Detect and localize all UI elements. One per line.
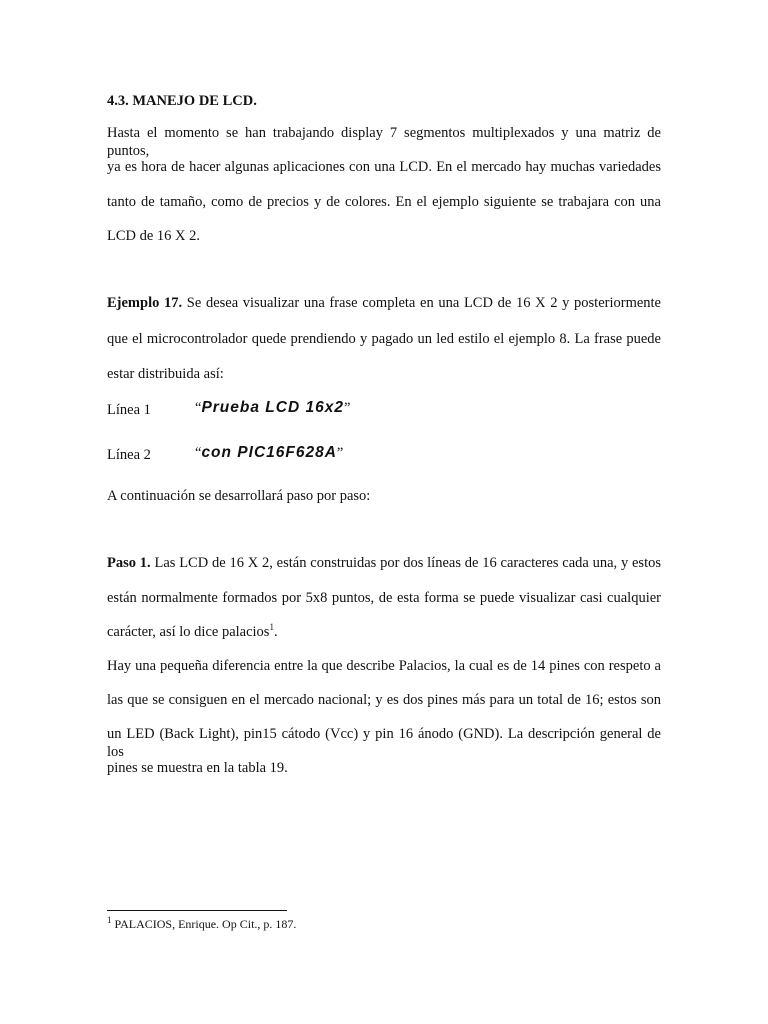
lcd-line-1-label: Línea 1 — [107, 402, 151, 418]
lcd-line-2-content — [195, 444, 343, 462]
footnote — [107, 917, 296, 932]
step1-line-3-end: . — [273, 624, 278, 640]
step1-line-1 — [107, 554, 661, 572]
section-heading: 4.3. MANEJO DE LCD. — [107, 93, 257, 109]
example-line-3: estar distribuida así: — [107, 366, 224, 382]
example-line-1 — [107, 294, 661, 312]
lcd-line-1-close-quote: ” — [343, 400, 351, 416]
intro-line-4: LCD de 16 X 2. — [107, 228, 201, 244]
lcd-line-1-text: Prueba LCD 16x2 — [201, 399, 344, 416]
example-line-1-text: Se desea visualizar una frase completa en una LCD de 16 X 2 y posteriormente — [182, 295, 661, 311]
intro-line-3: tanto de tamaño, como de precios y de colores. En el ejemplo siguiente se trabajara con una — [107, 194, 661, 210]
step1-label: Paso 1. — [107, 555, 151, 571]
detail-line-2: las que se consiguen en el mercado nacional; y es dos pines más para un total de 16; estos son — [107, 692, 661, 708]
continuation-text: A continuación se desarrollará paso por paso: — [107, 488, 371, 504]
detail-line-3: un LED (Back Light), pin15 cátodo (Vcc) y pin 16 ánodo (GND). La descripción general de los — [107, 726, 661, 760]
lcd-line-2-label: Línea 2 — [107, 447, 151, 463]
lcd-line-1-open-quote: “ — [195, 400, 202, 416]
step1-line-1-text: Las LCD de 16 X 2, están construidas por dos líneas de 16 caracteres cada una, y estos — [150, 555, 661, 571]
step1-line-2: están normalmente formados por 5x8 puntos, de esta forma se puede visualizar casi cualquier — [107, 590, 661, 606]
lcd-line-2-open-quote: “ — [195, 445, 202, 461]
detail-line-4: pines se muestra en la tabla 19. — [107, 760, 288, 776]
footnote-marker: 1 — [107, 915, 112, 925]
example-label: Ejemplo 17. — [107, 295, 183, 311]
intro-line-1: Hasta el momento se han trabajando display 7 segmentos multiplexados y una matriz de puntos, — [107, 125, 661, 159]
example-line-2: que el microcontrolador quede prendiendo y pagado un led estilo el ejemplo 8. La frase puede — [107, 331, 661, 347]
detail-line-1: Hay una pequeña diferencia entre la que describe Palacios, la cual es de 14 pines con respeto a — [107, 658, 661, 674]
footnote-reference: 1 — [269, 622, 274, 633]
footnote-divider — [107, 910, 287, 911]
lcd-line-2-close-quote: ” — [336, 445, 344, 461]
lcd-line-2-text: con PIC16F628A — [201, 444, 337, 461]
lcd-line-1-content — [195, 399, 350, 417]
footnote-text: PALACIOS, Enrique. Op Cit., p. 187. — [111, 917, 297, 931]
step1-line-3 — [107, 623, 278, 641]
step1-line-3-text: carácter, así lo dice palacios — [107, 624, 270, 640]
intro-line-2: ya es hora de hacer algunas aplicaciones con una LCD. En el mercado hay muchas variedades — [107, 159, 661, 175]
